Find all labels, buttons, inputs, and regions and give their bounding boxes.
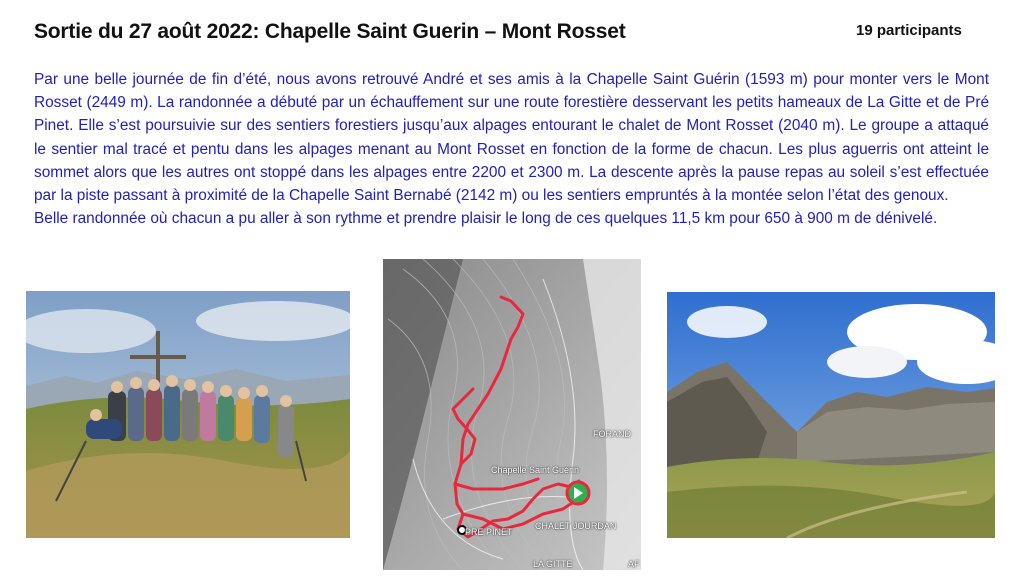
mountain-landscape-photo (667, 292, 995, 538)
page-title: Sortie du 27 août 2022: Chapelle Saint Guerin – Mont Rosset (34, 20, 626, 43)
description-paragraph-2: Belle randonnée où chacun a pu aller à son rythme et prendre plaisir le long de ces quelques 11,5 km pour 650 à 900 m de dénivelé. (34, 210, 938, 228)
description-paragraph-1: Par une belle journée de fin d’été, nous avons retrouvé André et ses amis à la Chapelle Saint Guérin (1593 m) pour monter vers le Mont Rosset (2449 m). La randonnée a débuté par un échauffement sur une route forestière desservant les petits hameaux de La Gitte et de Pré Pinet. Elle s’est poursuivie sur des sentiers forestiers jusqu’aux alpages entourant le chalet de Mont Rosset (2040 m). Le groupe a attaqué le sentier mal tracé et pentu dans les alpages menant au Mont Rosset en fonction de la forme de chacun. Les plus aguerris ont atteint le sommet alors que les autres ont stoppé dans les alpages entre 2200 et 2300 m. La descente après la pause repas au soleil s’est effectuée par la piste passant à proximité de la Chapelle Saint Bernabé (2142 m) ou les sentiers empruntés à la montée selon l’état des genoux. (34, 71, 989, 205)
participants-count: 19 participants (856, 22, 962, 39)
summit-group-photo (26, 291, 350, 538)
description-text (34, 68, 989, 230)
map-label-pre-pinet: PRE PINET (465, 527, 513, 537)
map-label-chalet-jourdan: CHALET JOURDAN (535, 521, 617, 531)
map-label-chapelle: Chapelle Saint Guérin (491, 465, 580, 475)
map-label-la-gitte: LA GITTE (533, 559, 573, 569)
map-label-forand: FORAND (593, 429, 631, 439)
map-label-af: AF (628, 559, 640, 569)
route-map (383, 259, 641, 570)
